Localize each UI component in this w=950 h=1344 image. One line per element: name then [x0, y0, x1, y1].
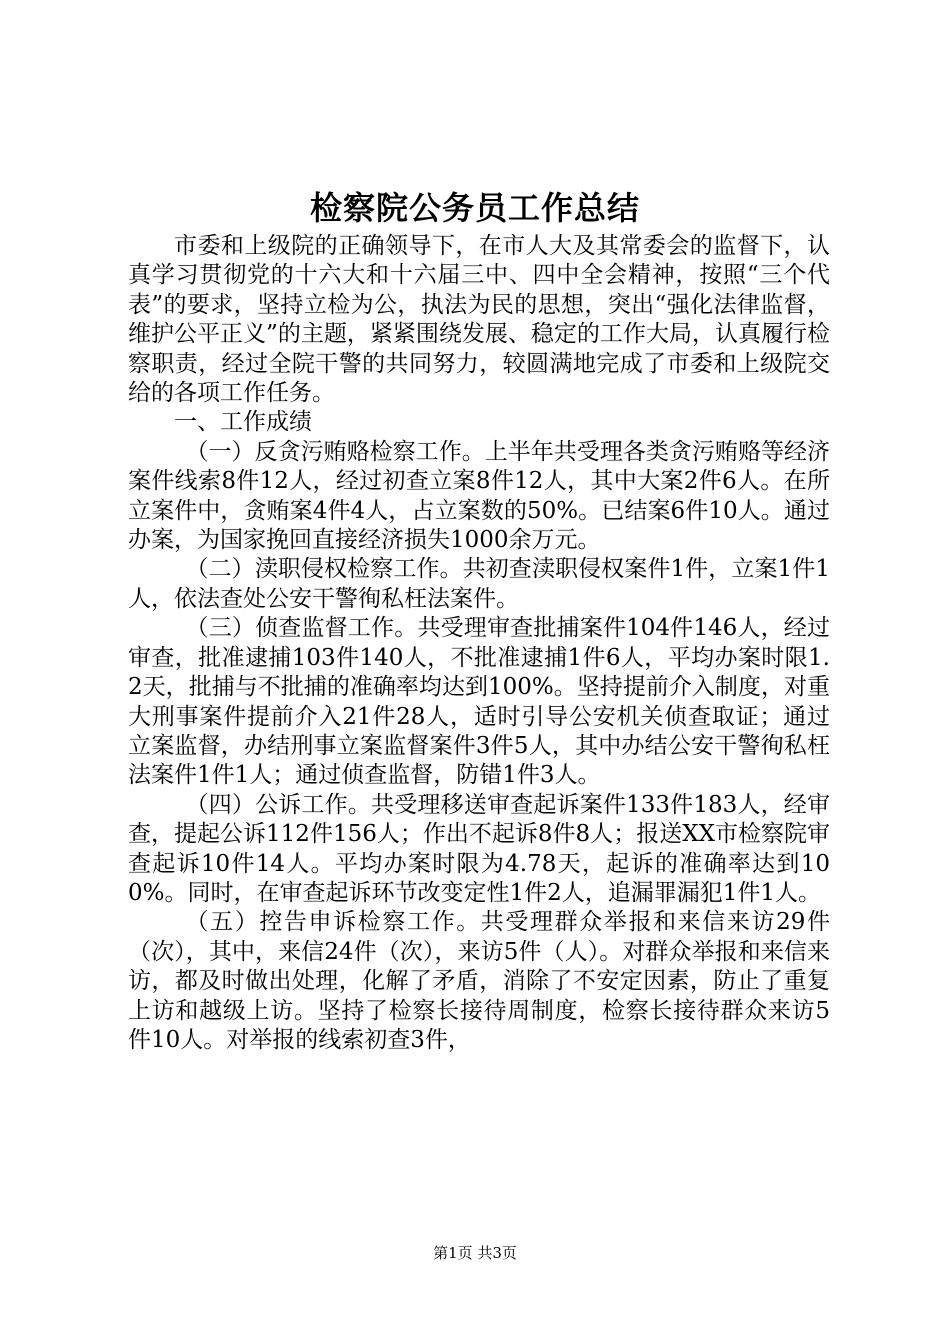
item-paragraph-prosecution: （四）公诉工作。共受理移送审查起诉案件133件183人，经审查，提起公诉112件156人；作出不起诉8件8人；报送XX市检察院审查起诉10件14人。平均办案时限为4.78天，起诉的准确率达到100%。同时，在审查起诉环节改变定性1件2人，追漏罪漏犯1件1人。: [128, 791, 830, 906]
item-paragraph-complaints: （五）控告申诉检察工作。共受理群众举报和来信来访29件（次），其中，来信24件（次），来访5件（人）。对群众举报和来信来访，都及时做出处理，化解了矛盾，消除了不安定因素，防止了重复上访和越级上访。坚持了检察长接待周制度，检察长接待群众来访5件10人。对举报的线索初查3件，: [128, 909, 830, 1053]
page-footer: 第1页 共3页: [433, 1244, 517, 1262]
item-paragraph-investigation-supervision: （三）侦查监督工作。共受理审查批捕案件104件146人，经过审查，批准逮捕103件140人，不批准逮捕1件6人，平均办案时限1.2天，批捕与不批捕的准确率均达到100%。坚持提前介入制度，对重大刑事案件提前介入21件28人，适时引导公安机关侦查取证；通过立案监督，办结刑事立案监督案件3件5人，其中办结公安干警徇私枉法案件1件1人；通过侦查监督，防错1件3人。: [128, 615, 830, 789]
document-body: [128, 232, 830, 1055]
item-paragraph-anti-corruption: （一）反贪污贿赂检察工作。上半年共受理各类贪污贿赂等经济案件线索8件12人，经过初查立案8件12人，其中大案2件6人。在所立案件中，贪贿案4件4人，占立案数的50%。已结案6件10人。通过办案，为国家挽回直接经济损失1000余万元。: [128, 438, 830, 554]
section-heading-achievements: 一、工作成绩: [174, 409, 312, 436]
document-title: 检察院公务员工作总结: [309, 189, 640, 227]
item-paragraph-malfeasance: （二）渎职侵权检察工作。共初查渎职侵权案件1件，立案1件1人，依法查处公安干警徇私枉法案件。: [128, 556, 830, 612]
intro-paragraph: 市委和上级院的正确领导下，在市人大及其常委会的监督下，认真学习贯彻党的十六大和十六届三中、四中全会精神，按照“三个代表”的要求，坚持立检为公，执法为民的思想，突出“强化法律监督，维护公平正义”的主题，紧紧围绕发展、稳定的工作大局，认真履行检察职责，经过全院干警的共同努力，较圆满地完成了市委和上级院交给的各项工作任务。: [128, 233, 830, 407]
